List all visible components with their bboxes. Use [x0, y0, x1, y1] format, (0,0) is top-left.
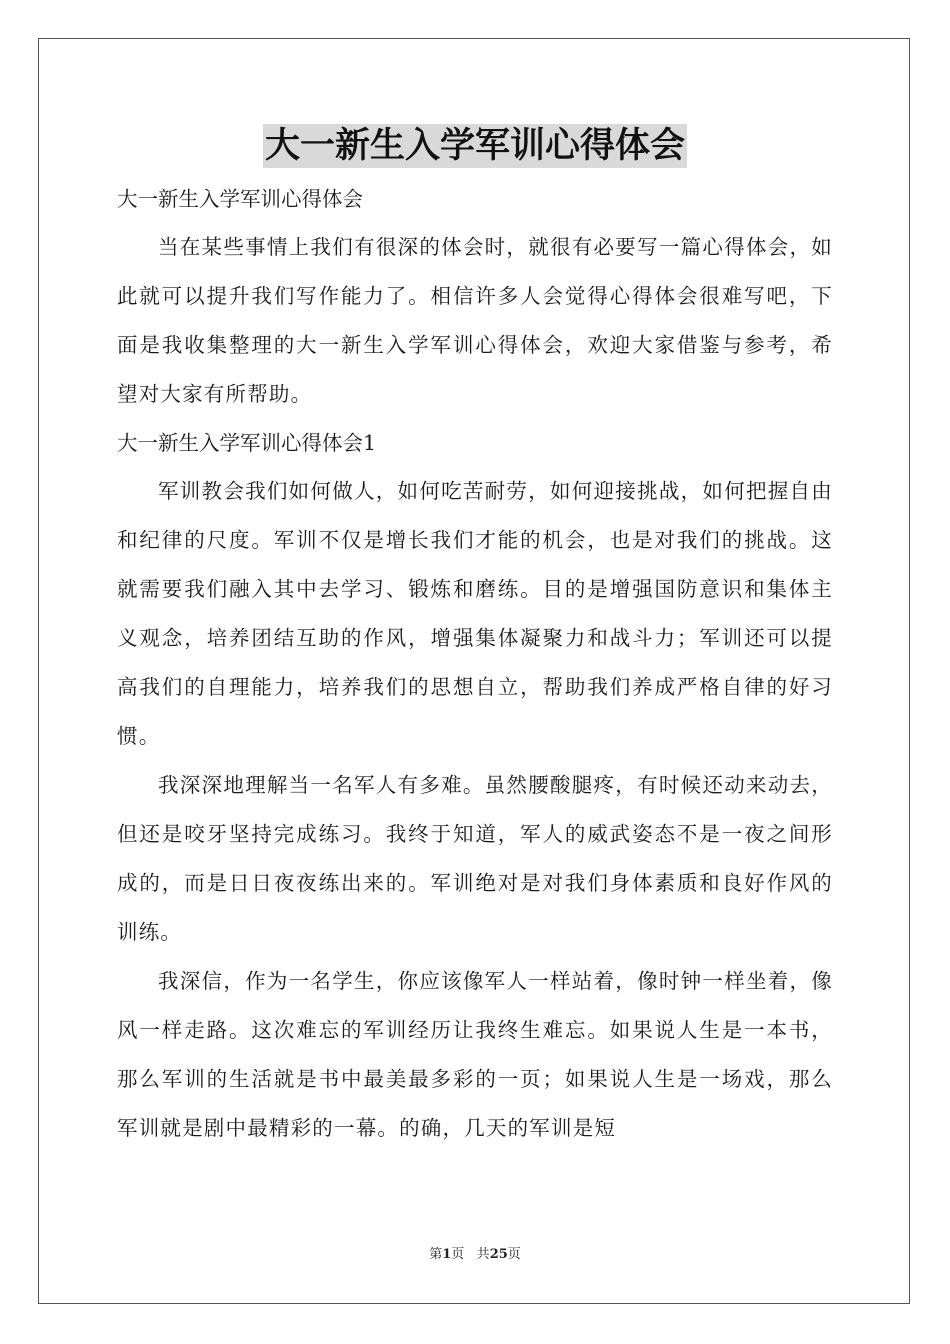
title-container: [0, 124, 950, 168]
page-footer: [0, 1246, 950, 1264]
footer-total-prefix: 共: [476, 1247, 490, 1262]
footer-page-number: 1: [442, 1247, 452, 1262]
footer-page-suffix: 页: [451, 1247, 465, 1262]
document-body: [117, 175, 833, 1153]
document-subtitle: 大一新生入学军训心得体会: [117, 187, 363, 211]
section-heading: 大一新生入学军训心得体会1: [117, 431, 377, 455]
footer-page-prefix: 第: [429, 1247, 443, 1262]
body-paragraph: 我深信，作为一名学生，你应该像军人一样站着，像时钟一样坐着，像风一样走路。这次难忘的军训经历让我终生难忘。如果说人生是一本书，那么军训的生活就是书中最美最多彩的一页；如果说人生是一场戏，那么军训就是剧中最精彩的一幕。的确，几天的军训是短: [117, 969, 833, 1140]
body-paragraph: 军训教会我们如何做人，如何吃苦耐劳，如何迎接挑战，如何把握自由和纪律的尺度。军训不仅是增长我们才能的机会，也是对我们的挑战。这就需要我们融入其中去学习、锻炼和磨练。目的是增强国防意识和集体主义观念，培养团结互助的作风，增强集体凝聚力和战斗力；军训还可以提高我们的自理能力，培养我们的思想自立，帮助我们养成严格自律的好习惯。: [117, 479, 833, 748]
body-paragraph: 我深深地理解当一名军人有多难。虽然腰酸腿疼，有时候还动来动去，但还是咬牙坚持完成练习。我终于知道，军人的威武姿态不是一夜之间形成的，而是日日夜夜练出来的。军训绝对是对我们身体素质和良好作风的训练。: [117, 773, 833, 944]
intro-paragraph: 当在某些事情上我们有很深的体会时，就很有必要写一篇心得体会，如此就可以提升我们写作能力了。相信许多人会觉得心得体会很难写吧，下面是我收集整理的大一新生入学军训心得体会，欢迎大家借鉴与参考，希望对大家有所帮助。: [117, 235, 833, 406]
footer-total-suffix: 页: [507, 1247, 521, 1262]
document-title: 大一新生入学军训心得体会: [264, 126, 685, 166]
footer-total-pages: 25: [489, 1247, 508, 1262]
